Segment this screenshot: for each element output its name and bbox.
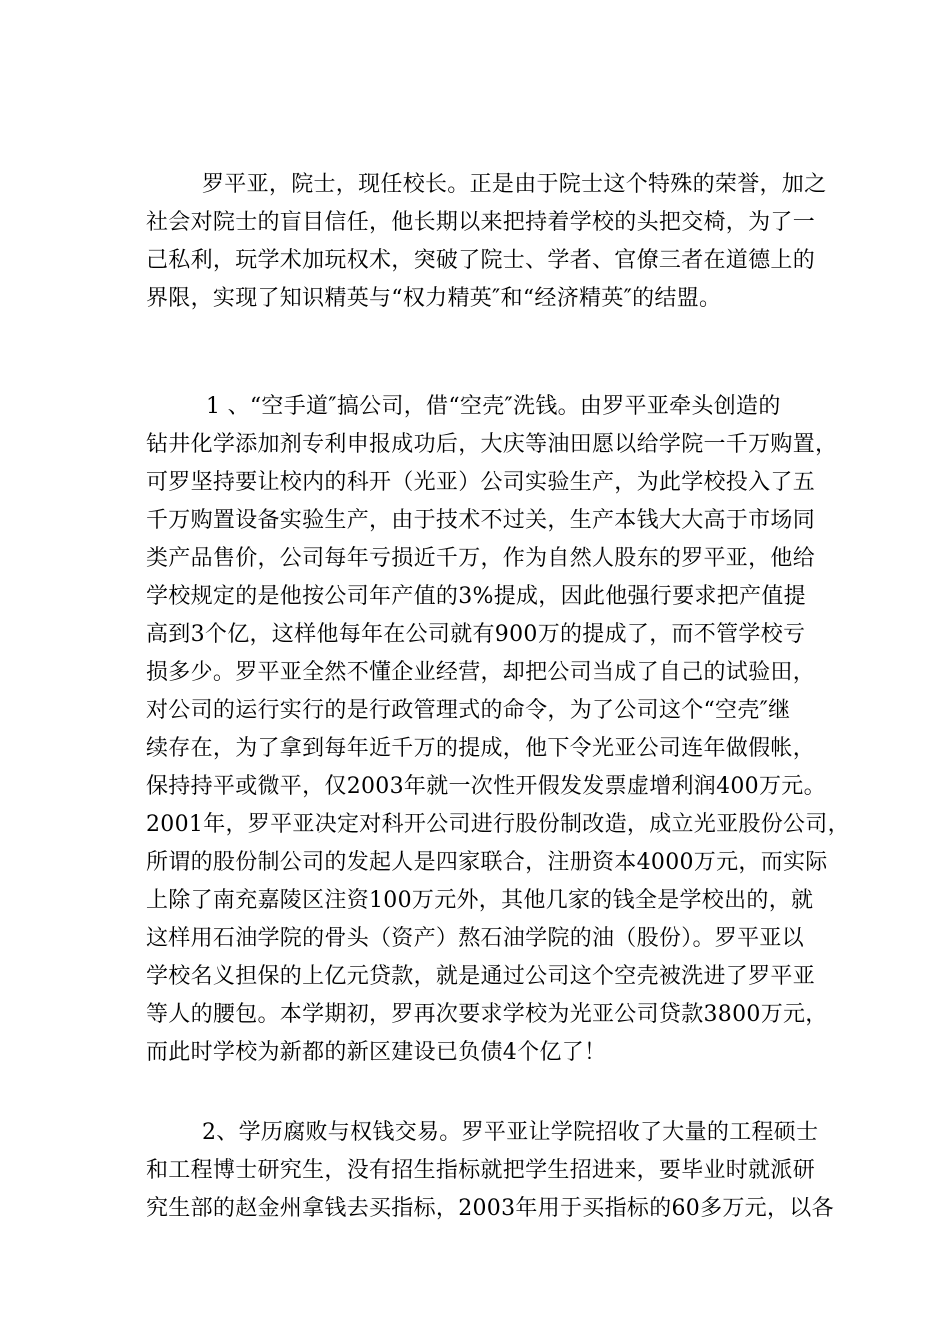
text-line: 所谓的股份制公司的发起人是四家联合，注册资本4000万元，而实际 bbox=[146, 850, 828, 875]
text-line: 上除了南充嘉陵区注资100万元外，其他几家的钱全是学校出的，就 bbox=[146, 888, 814, 913]
point-1-paragraph bbox=[146, 388, 850, 1072]
point-2-paragraph bbox=[146, 1114, 834, 1228]
text-line: 对公司的运行实行的是行政管理式的命令，为了公司这个“空壳″继 bbox=[146, 698, 791, 723]
text-line: 究生部的赵金州拿钱去买指标，2003年用于买指标的60多万元，以各 bbox=[146, 1196, 834, 1221]
text-line: 高到3个亿，这样他每年在公司就有900万的提成了，而不管学校亏 bbox=[146, 622, 806, 647]
text-line: 损多少。罗平亚全然不懂企业经营，却把公司当成了自己的试验田， bbox=[146, 660, 816, 685]
text-line: 可罗坚持要让校内的科开（光亚）公司实验生产，为此学校投入了五 bbox=[146, 470, 816, 495]
intro-paragraph bbox=[146, 166, 827, 318]
text-line: 保持持平或微平，仅2003年就一次性开假发发票虚增利润400万元。 bbox=[146, 774, 826, 799]
text-line: 2、学历腐败与权钱交易。罗平亚让学院招收了大量的工程硕士 bbox=[202, 1120, 819, 1145]
text-line: 这样用石油学院的骨头（资产）熬石油学院的油（股份）。罗平亚以 bbox=[146, 926, 805, 951]
text-line: 和工程博士研究生，没有招生指标就把学生招进来，要毕业时就派研 bbox=[146, 1158, 816, 1183]
text-line: 社会对院士的盲目信任，他长期以来把持着学校的头把交椅，为了一 bbox=[146, 210, 816, 235]
text-line: 罗平亚，院士，现任校长。正是由于院士这个特殊的荣誉，加之 bbox=[202, 172, 827, 197]
text-line: 学校名义担保的上亿元贷款，就是通过公司这个空壳被洗进了罗平亚 bbox=[146, 964, 816, 989]
text-line: 1 、“空手道″搞公司，借“空壳″洗钱。由罗平亚牵头创造的 bbox=[206, 394, 781, 419]
text-line: 等人的腰包。本学期初，罗再次要求学校为光亚公司贷款3800万元， bbox=[146, 1002, 828, 1027]
text-line: 学校规定的是他按公司年产值的3%提成，因此他强行要求把产值提 bbox=[146, 584, 806, 609]
text-line: 钻井化学添加剂专利申报成功后，大庆等油田愿以给学院一千万购置， bbox=[146, 432, 838, 457]
text-line: 己私利，玩学术加玩权术，突破了院士、学者、官僚三者在道德上的 bbox=[146, 248, 816, 273]
text-line: 而此时学校为新都的新区建设已负债4个亿了！ bbox=[146, 1040, 607, 1065]
text-line: 续存在，为了拿到每年近千万的提成，他下令光亚公司连年做假帐， bbox=[146, 736, 816, 761]
text-line: 千万购置设备实验生产，由于技术不过关，生产本钱大大高于市场同 bbox=[146, 508, 816, 533]
text-line: 界限，实现了知识精英与“权力精英″和“经济精英″的结盟。 bbox=[146, 286, 722, 311]
text-line: 2001年，罗平亚决定对科开公司进行股份制改造，成立光亚股份公司， bbox=[146, 812, 850, 837]
text-line: 类产品售价，公司每年亏损近千万，作为自然人股东的罗平亚，他给 bbox=[146, 546, 816, 571]
